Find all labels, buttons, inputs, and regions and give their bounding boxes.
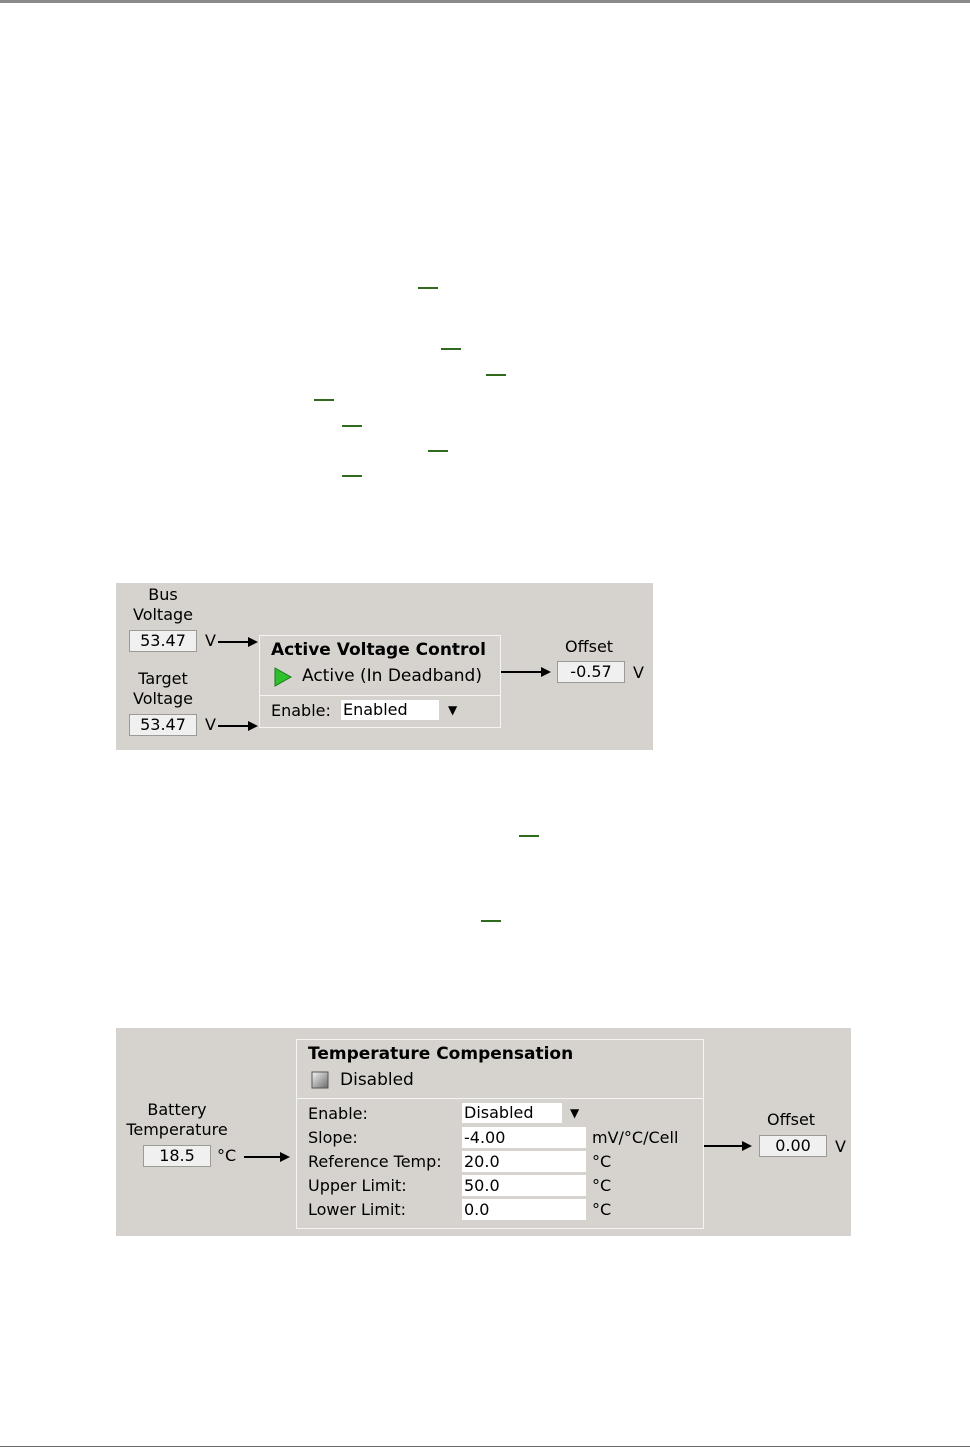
bus-voltage-value: 53.47 (129, 630, 197, 652)
bus-voltage-label-line1: Bus (148, 585, 178, 604)
avc-offset-arrow (501, 671, 541, 673)
avc-status-text: Active (In Deadband) (302, 666, 482, 686)
tc-divider (296, 1098, 704, 1099)
tc-status-text: Disabled (340, 1070, 414, 1090)
reference-link[interactable] (519, 835, 539, 837)
tc-ref-temp-unit: °C (592, 1152, 612, 1171)
avc-offset-label: Offset (565, 637, 614, 656)
bus-voltage-arrow (218, 641, 248, 643)
reference-link[interactable] (342, 475, 362, 477)
tc-offset-arrow (704, 1145, 742, 1147)
tc-offset-value: 0.00 (759, 1135, 827, 1157)
reference-link[interactable] (418, 287, 438, 289)
tc-offset-unit: V (835, 1137, 846, 1156)
reference-link[interactable] (428, 450, 448, 452)
tc-offset-label: Offset (767, 1110, 816, 1129)
reference-link[interactable] (481, 920, 501, 922)
avc-enable-value: Enabled (343, 700, 408, 719)
reference-link[interactable] (441, 348, 461, 350)
bus-voltage-unit: V (205, 631, 216, 650)
play-icon (273, 667, 293, 687)
tc-slope-unit: mV/°C/Cell (592, 1128, 679, 1147)
tc-upper-limit-label: Upper Limit: (308, 1176, 407, 1195)
avc-title: Active Voltage Control (271, 640, 486, 660)
bottom-rule (0, 1446, 970, 1447)
tc-offset-arrowhead (742, 1141, 752, 1151)
battery-temp-unit: °C (217, 1146, 237, 1165)
tc-ref-temp-field[interactable] (462, 1151, 586, 1172)
tc-lower-limit-unit: °C (592, 1200, 612, 1219)
chevron-down-icon[interactable]: ▼ (570, 1106, 580, 1120)
target-voltage-arrow (218, 725, 248, 727)
target-voltage-label-line1: Target (138, 669, 188, 688)
tc-lower-limit-field[interactable] (462, 1199, 586, 1220)
tc-enable-dropdown[interactable] (462, 1103, 562, 1123)
bus-voltage-arrowhead (248, 637, 258, 647)
top-rule (0, 0, 970, 3)
target-voltage-arrowhead (248, 721, 258, 731)
battery-temp-label-line2: Temperature (126, 1120, 228, 1139)
stop-icon (311, 1071, 329, 1089)
battery-temp-arrow (244, 1156, 280, 1158)
tc-ref-temp-label: Reference Temp: (308, 1152, 442, 1171)
avc-divider (259, 695, 501, 696)
tc-slope-field[interactable] (462, 1127, 586, 1148)
target-voltage-label-line2: Voltage (132, 689, 193, 708)
tc-title: Temperature Compensation (308, 1044, 574, 1064)
tc-upper-limit-unit: °C (592, 1176, 612, 1195)
battery-temp-value: 18.5 (143, 1145, 211, 1167)
tc-enable-value: Disabled (464, 1103, 534, 1122)
avc-offset-arrowhead (541, 667, 551, 677)
tc-lower-limit-label: Lower Limit: (308, 1200, 407, 1219)
reference-link[interactable] (342, 425, 362, 427)
avc-enable-label: Enable: (271, 701, 331, 720)
avc-enable-dropdown[interactable] (341, 700, 439, 720)
chevron-down-icon[interactable]: ▼ (448, 703, 458, 717)
target-voltage-value: 53.47 (129, 714, 197, 736)
tc-upper-limit-field[interactable] (462, 1175, 586, 1196)
avc-offset-value: -0.57 (557, 661, 625, 683)
battery-temp-arrowhead (280, 1152, 290, 1162)
avc-panel (116, 583, 653, 750)
tc-enable-label: Enable: (308, 1104, 368, 1123)
tc-slope-label: Slope: (308, 1128, 358, 1147)
reference-link[interactable] (314, 399, 334, 401)
tc-panel (116, 1028, 851, 1236)
bus-voltage-label-line2: Voltage (132, 605, 193, 624)
avc-offset-unit: V (633, 663, 644, 682)
reference-link[interactable] (486, 374, 506, 376)
target-voltage-unit: V (205, 715, 216, 734)
battery-temp-label-line1: Battery (147, 1100, 207, 1119)
